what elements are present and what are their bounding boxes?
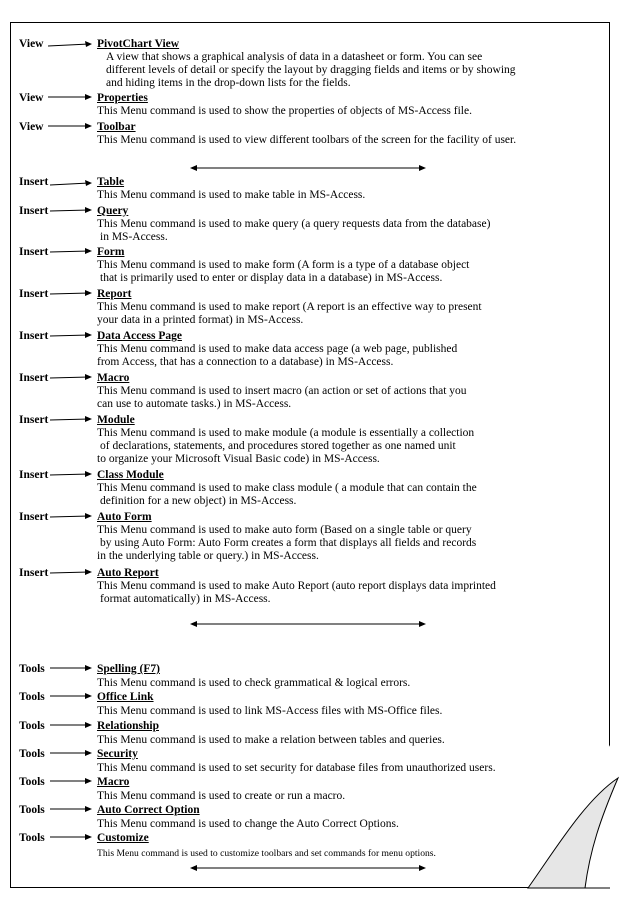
description-line: your data in a printed format) in MS-Access. <box>97 314 304 326</box>
command-title-toolbar: Toolbar <box>97 121 136 133</box>
arrow-right-icon <box>50 288 93 298</box>
command-title-security: Security <box>97 748 138 760</box>
description-line: This Menu command is used to create or run a macro. <box>97 790 346 802</box>
menu-label-insert: Insert <box>19 469 49 481</box>
description-line: can use to automate tasks.) in MS-Access. <box>97 398 292 410</box>
menu-label-tools: Tools <box>19 748 45 760</box>
description-line: This Menu command is used to check grammatical & logical errors. <box>97 677 411 689</box>
menu-label-insert: Insert <box>19 288 49 300</box>
menu-label-view: View <box>19 121 44 133</box>
arrow-right-icon <box>50 330 93 340</box>
description-line: This Menu command is used to show the properties of objects of MS-Access file. <box>97 105 472 117</box>
command-title-form: Form <box>97 246 125 258</box>
arrow-right-icon <box>50 567 93 577</box>
menu-label-tools: Tools <box>19 691 45 703</box>
command-title-spelling: Spelling (F7) <box>97 663 160 675</box>
menu-label-tools: Tools <box>19 832 45 844</box>
description-line: to organize your Microsoft Visual Basic code) in MS-Access. <box>97 453 380 465</box>
description-line: different levels of detail or specify the layout by dragging fields and items or by showing <box>106 64 516 76</box>
command-title-table: Table <box>97 176 125 188</box>
command-title-macro: Macro <box>97 372 130 384</box>
menu-label-insert: Insert <box>19 176 49 188</box>
menu-label-insert: Insert <box>19 511 49 523</box>
arrow-right-icon <box>50 469 93 479</box>
menu-label-insert: Insert <box>19 246 49 258</box>
arrow-right-icon <box>50 776 93 786</box>
description-line: A view that shows a graphical analysis of data in a datasheet or form. You can see <box>106 51 483 63</box>
command-title-pivotchart-view: PivotChart View <box>97 38 180 50</box>
description-line: This Menu command is used to make table in MS-Access. <box>97 189 366 201</box>
command-title-data-access-page: Data Access Page <box>97 330 182 342</box>
description-line: This Menu command is used to set security for database files from unauthorized users. <box>97 762 496 774</box>
command-title-report: Report <box>97 288 132 300</box>
command-title-relationship: Relationship <box>97 720 159 732</box>
description-line: This Menu command is used to view different toolbars of the screen for the facility of user. <box>97 134 517 146</box>
command-title-auto-correct-option: Auto Correct Option <box>97 804 200 816</box>
menu-label-insert: Insert <box>19 567 49 579</box>
command-title-macro: Macro <box>97 776 130 788</box>
arrow-right-icon <box>50 246 93 256</box>
description-line: This Menu command is used to make data access page (a web page, published <box>97 343 458 355</box>
arrow-right-icon <box>50 663 93 673</box>
description-line: This Menu command is used to make class module ( a module that can contain the <box>97 482 477 494</box>
double-arrow-separator-icon <box>190 616 426 626</box>
description-line: This Menu command is used to change the Auto Correct Options. <box>97 818 399 830</box>
menu-label-insert: Insert <box>19 414 49 426</box>
description-line: in MS-Access. <box>100 231 168 243</box>
arrow-right-icon <box>50 748 93 758</box>
arrow-right-icon <box>50 205 93 215</box>
arrow-right-icon <box>48 92 93 102</box>
description-line: This Menu command is used to link MS-Access files with MS-Office files. <box>97 705 443 717</box>
command-title-auto-form: Auto Form <box>97 511 152 523</box>
description-line: and hiding items in the drop-down lists for the fields. <box>106 77 351 89</box>
menu-label-insert: Insert <box>19 372 49 384</box>
description-line: This Menu command is used to make auto form (Based on a single table or query <box>97 524 472 536</box>
description-line: This Menu command is used to make Auto Report (auto report displays data imprinted <box>97 580 496 592</box>
description-line: of declarations, statements, and procedures stored together as one named unit <box>100 440 456 452</box>
description-line: This Menu command is used to insert macro (an action or set of actions that you <box>97 385 467 397</box>
description-line: This Menu command is used to make form (A form is a type of a database object <box>97 259 470 271</box>
arrow-right-icon <box>48 39 93 49</box>
command-title-module: Module <box>97 414 135 426</box>
arrow-right-icon <box>50 804 93 814</box>
description-line: format automatically) in MS-Access. <box>100 593 271 605</box>
description-line: This Menu command is used to customize toolbars and set commands for menu options. <box>97 848 436 859</box>
arrow-right-icon <box>50 832 93 842</box>
command-title-customize: Customize <box>97 832 149 844</box>
command-title-class-module: Class Module <box>97 469 164 481</box>
arrow-right-icon <box>50 691 93 701</box>
menu-label-insert: Insert <box>19 205 49 217</box>
menu-label-tools: Tools <box>19 663 45 675</box>
description-line: This Menu command is used to make report (A report is an effective way to present <box>97 301 482 313</box>
command-title-query: Query <box>97 205 129 217</box>
description-line: in the underlying table or query.) in MS-Access. <box>97 550 319 562</box>
arrow-right-icon <box>50 414 93 424</box>
menu-label-insert: Insert <box>19 330 49 342</box>
double-arrow-separator-icon <box>190 860 426 870</box>
arrow-right-icon <box>48 121 93 131</box>
description-line: that is primarily used to enter or display data in a database) in MS-Access. <box>100 272 443 284</box>
menu-label-tools: Tools <box>19 720 45 732</box>
description-line: definition for a new object) in MS-Access. <box>100 495 297 507</box>
description-line: This Menu command is used to make a relation between tables and queries. <box>97 734 445 746</box>
arrow-right-icon <box>50 720 93 730</box>
menu-label-tools: Tools <box>19 804 45 816</box>
menu-label-view: View <box>19 38 44 50</box>
description-line: This Menu command is used to make query (a query requests data from the database) <box>97 218 491 230</box>
command-title-office-link: Office Link <box>97 691 154 703</box>
command-title-auto-report: Auto Report <box>97 567 159 579</box>
arrow-right-icon <box>50 177 93 187</box>
description-line: by using Auto Form: Auto Form creates a form that displays all fields and records <box>100 537 477 549</box>
double-arrow-separator-icon <box>190 160 426 170</box>
arrow-right-icon <box>50 372 93 382</box>
arrow-right-icon <box>50 511 93 521</box>
menu-label-view: View <box>19 92 44 104</box>
description-line: from Access, that has a connection to a database) in MS-Access. <box>97 356 394 368</box>
command-title-properties: Properties <box>97 92 148 104</box>
menu-label-tools: Tools <box>19 776 45 788</box>
description-line: This Menu command is used to make module (a module is essentially a collection <box>97 427 475 439</box>
